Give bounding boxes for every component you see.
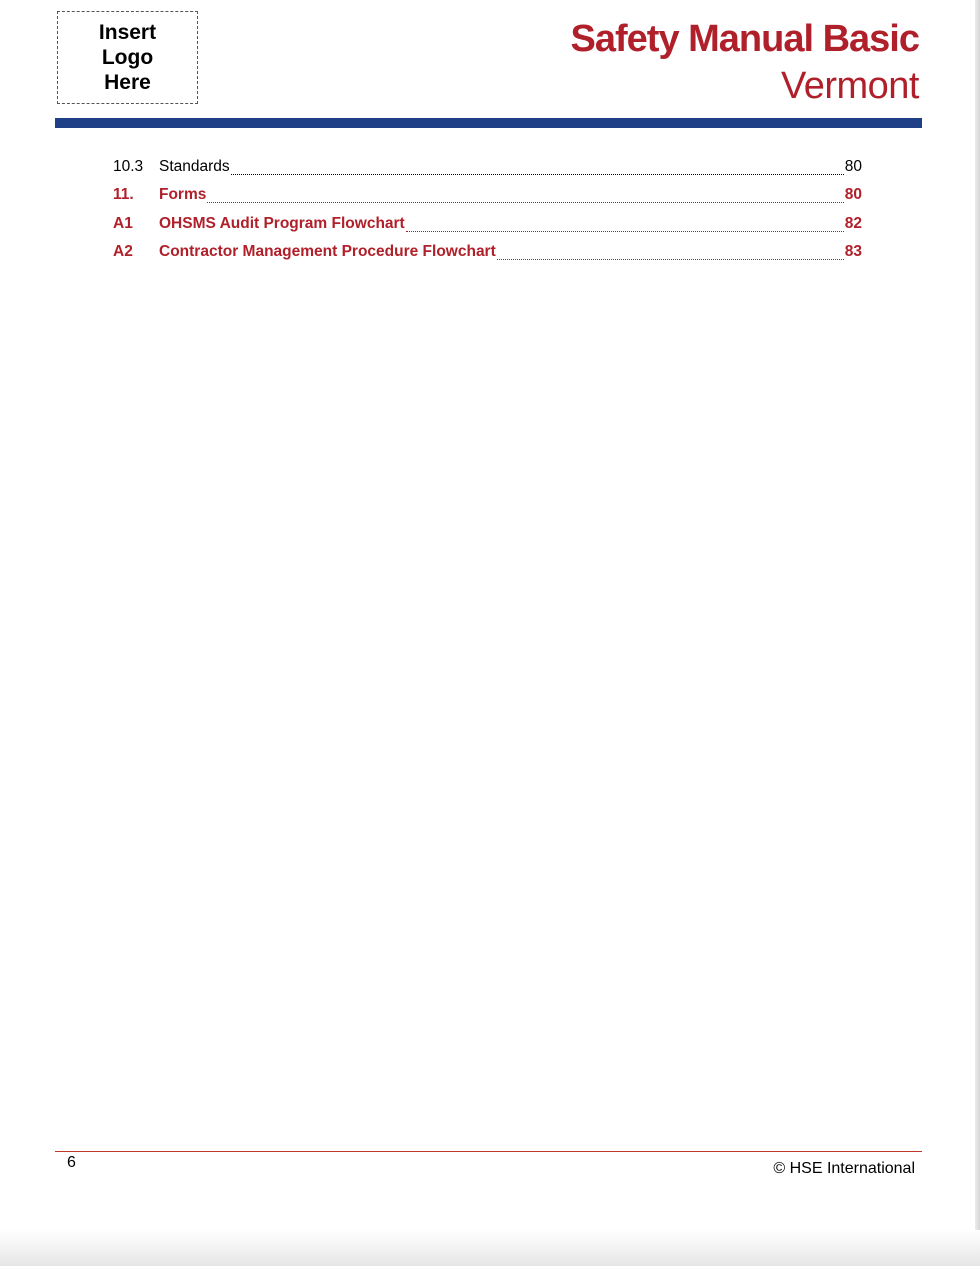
logo-placeholder	[57, 11, 198, 104]
logo-line-2: Logo	[101, 46, 154, 69]
toc-entry-number: 11.	[113, 186, 134, 203]
toc-entry-page: 80	[844, 186, 862, 203]
document-subtitle: Vermont	[780, 65, 919, 107]
toc-entry-page: 82	[844, 215, 862, 232]
document-title: Safety Manual Basic	[570, 18, 919, 60]
toc-dot-leader	[207, 201, 843, 203]
page-number: 6	[67, 1154, 76, 1171]
toc-entry-title: Forms	[159, 186, 207, 203]
toc-entry[interactable]	[113, 186, 862, 208]
copyright-notice: © HSE International	[773, 1160, 915, 1177]
toc-entry[interactable]	[113, 158, 862, 180]
header-divider-bar	[55, 118, 922, 128]
toc-entry[interactable]	[113, 243, 862, 265]
toc-entry[interactable]	[113, 215, 862, 237]
toc-entry-title: Standards	[159, 158, 230, 175]
toc-dot-leader	[497, 258, 844, 260]
toc-dot-leader	[231, 173, 844, 175]
page-edge	[975, 0, 980, 1230]
toc-entry-page: 83	[844, 243, 862, 260]
logo-line-3: Here	[104, 71, 151, 94]
toc-entry-number: A1	[113, 215, 133, 232]
footer-divider	[55, 1151, 922, 1152]
toc-dot-leader	[406, 230, 844, 232]
toc-entry-number: 10.3	[113, 158, 144, 175]
logo-line-1: Insert	[98, 21, 157, 44]
toc-entry-title: OHSMS Audit Program Flowchart	[159, 215, 405, 232]
toc-entry-number: A2	[113, 243, 133, 260]
viewer-bottom-shadow	[0, 1230, 980, 1266]
toc-entry-page: 80	[844, 158, 862, 175]
toc-entry-title: Contractor Management Procedure Flowchart	[159, 243, 496, 260]
